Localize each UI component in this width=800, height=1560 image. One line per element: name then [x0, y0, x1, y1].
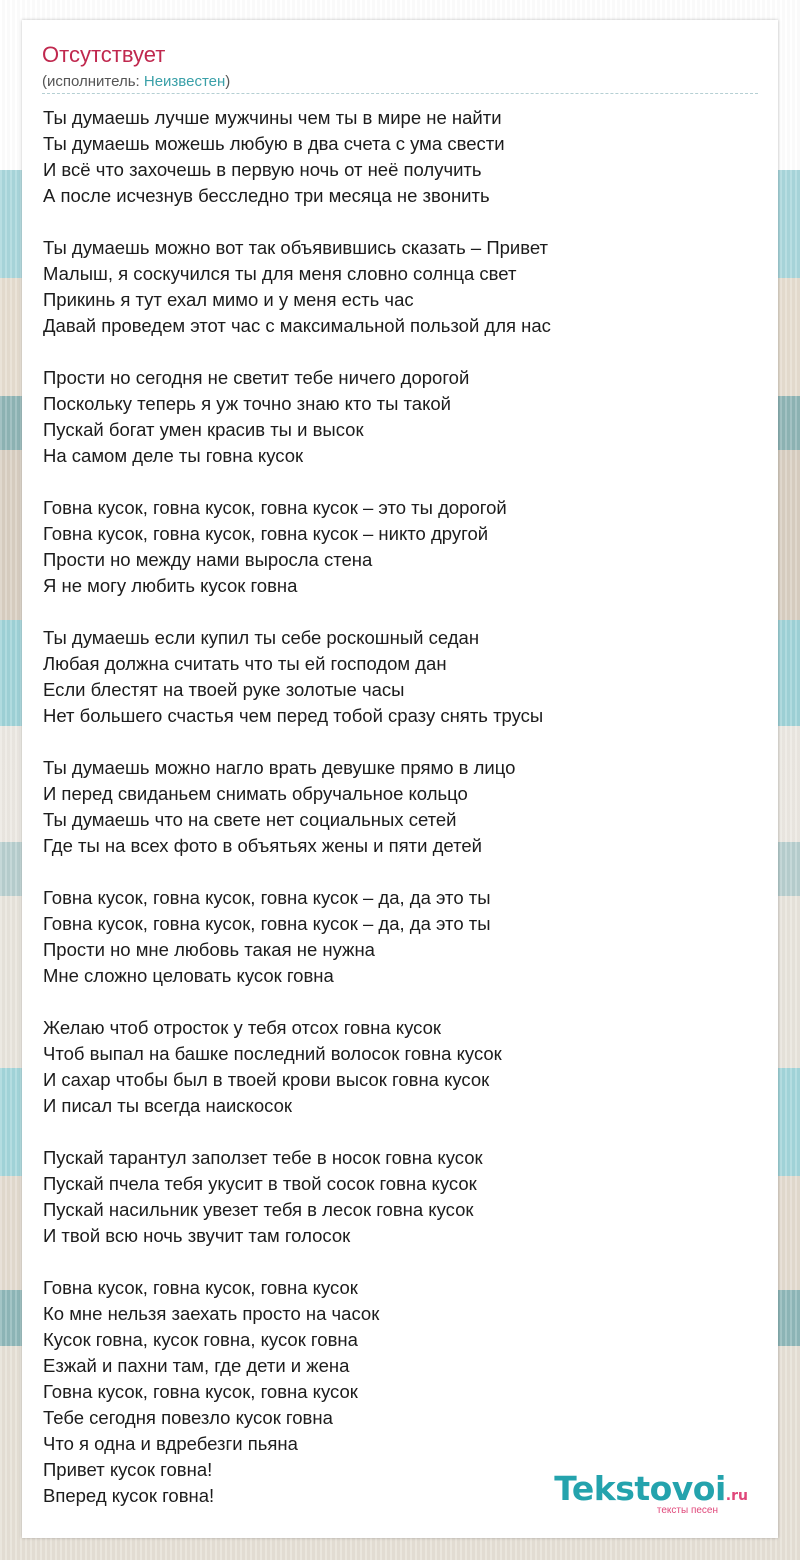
lyric-line: Езжай и пахни там, где дети и жена: [43, 1355, 350, 1376]
stanza-gap: [43, 209, 758, 235]
logo-wordmark: Tekstovoi: [554, 1469, 726, 1508]
logo-tagline: тексты песен: [656, 1505, 718, 1516]
song-title: Отсутствует: [42, 42, 166, 67]
stanza-gap: [43, 599, 758, 625]
title-divider: [42, 93, 758, 94]
stanza-gap: [43, 1249, 758, 1275]
stanza-gap: [43, 859, 758, 885]
lyric-line: Желаю чтоб отросток у тебя отсох говна кусок: [43, 1017, 441, 1038]
lyric-line: Ты думаешь что на свете нет социальных сетей: [43, 809, 457, 830]
lyric-line: Говна кусок, говна кусок, говна кусок – никто другой: [43, 523, 489, 544]
stanza-gap: [43, 469, 758, 495]
lyric-line: Говна кусок, говна кусок, говна кусок – да, да это ты: [43, 887, 491, 908]
lyric-line: Любая должна считать что ты ей господом дан: [43, 653, 447, 674]
lyric-line: Говна кусок, говна кусок, говна кусок – да, да это ты: [43, 913, 491, 934]
lyrics-card: [22, 20, 778, 1538]
artist-line: [42, 73, 230, 90]
stanza-gap: [43, 989, 758, 1015]
lyric-line: Мне сложно целовать кусок говна: [43, 965, 334, 986]
lyric-line: Я не могу любить кусок говна: [43, 575, 298, 596]
lyric-line: Прости но сегодня не светит тебе ничего дорогой: [43, 367, 470, 388]
lyric-line: На самом деле ты говна кусок: [43, 445, 304, 466]
lyric-line: И твой всю ночь звучит там голосок: [43, 1225, 351, 1246]
lyric-line: Прости но между нами выросла стена: [43, 549, 373, 570]
lyric-line: И писал ты всегда наискосок: [43, 1095, 292, 1116]
logo-domain: .ru: [725, 1488, 748, 1504]
lyric-line: И сахар чтобы был в твоей крови высок говна кусок: [43, 1069, 490, 1090]
lyric-line: И всё что захочешь в первую ночь от неё получить: [43, 159, 482, 180]
lyric-line: Пускай богат умен красив ты и высок: [43, 419, 364, 440]
site-logo[interactable]: [554, 1469, 748, 1516]
lyric-line: Ты думаешь если купил ты себе роскошный седан: [43, 627, 480, 648]
lyric-line: Ко мне нельзя заехать просто на часок: [43, 1303, 380, 1324]
lyric-line: Прикинь я тут ехал мимо и у меня есть час: [43, 289, 414, 310]
stanza-gap: [43, 339, 758, 365]
lyric-line: Давай проведем этот час с максимальной пользой для нас: [43, 315, 551, 336]
lyric-line: Нет большего счастья чем перед тобой сразу снять трусы: [43, 705, 544, 726]
lyric-line: Прости но мне любовь такая не нужна: [43, 939, 375, 960]
lyric-line: Говна кусок, говна кусок, говна кусок – это ты дорогой: [43, 497, 507, 518]
lyric-line: Кусок говна, кусок говна, кусок говна: [43, 1329, 358, 1350]
lyric-line: Вперед кусок говна!: [43, 1485, 215, 1506]
lyric-line: Тебе сегодня повезло кусок говна: [43, 1407, 333, 1428]
artist-suffix: ): [225, 73, 231, 90]
lyric-line: Привет кусок говна!: [43, 1459, 213, 1480]
lyric-line: Ты думаешь можно нагло врать девушке прямо в лицо: [43, 757, 516, 778]
lyrics-text: [43, 105, 758, 1509]
stanza-gap: [43, 729, 758, 755]
lyric-line: Говна кусок, говна кусок, говна кусок: [43, 1277, 358, 1298]
lyric-line: Малыш, я соскучился ты для меня словно солнца свет: [43, 263, 517, 284]
lyric-line: Чтоб выпал на башке последний волосок говна кусок: [43, 1043, 502, 1064]
lyric-line: И перед свиданьем снимать обручальное кольцо: [43, 783, 468, 804]
artist-prefix: (исполнитель:: [42, 73, 144, 90]
artist-link[interactable]: Неизвестен: [143, 73, 226, 90]
lyric-line: Что я одна и вдребезги пьяна: [43, 1433, 298, 1454]
lyric-line: Ты думаешь можно вот так объявившись сказать – Привет: [43, 237, 549, 258]
lyric-line: Говна кусок, говна кусок, говна кусок: [43, 1381, 358, 1402]
lyric-line: Поскольку теперь я уж точно знаю кто ты такой: [43, 393, 452, 414]
lyric-line: Ты думаешь можешь любую в два счета с ума свести: [43, 133, 505, 154]
lyric-line: А после исчезнув бесследно три месяца не звонить: [43, 185, 490, 206]
lyric-line: Пускай пчела тебя укусит в твой сосок говна кусок: [43, 1173, 477, 1194]
lyric-line: Если блестят на твоей руке золотые часы: [43, 679, 405, 700]
lyric-line: Ты думаешь лучше мужчины чем ты в мире не найти: [43, 107, 502, 128]
lyric-line: Пускай тарантул заползет тебе в носок говна кусок: [43, 1147, 483, 1168]
stanza-gap: [43, 1119, 758, 1145]
lyric-line: Где ты на всех фото в объятьях жены и пяти детей: [43, 835, 482, 856]
lyric-line: Пускай насильник увезет тебя в лесок говна кусок: [43, 1199, 474, 1220]
